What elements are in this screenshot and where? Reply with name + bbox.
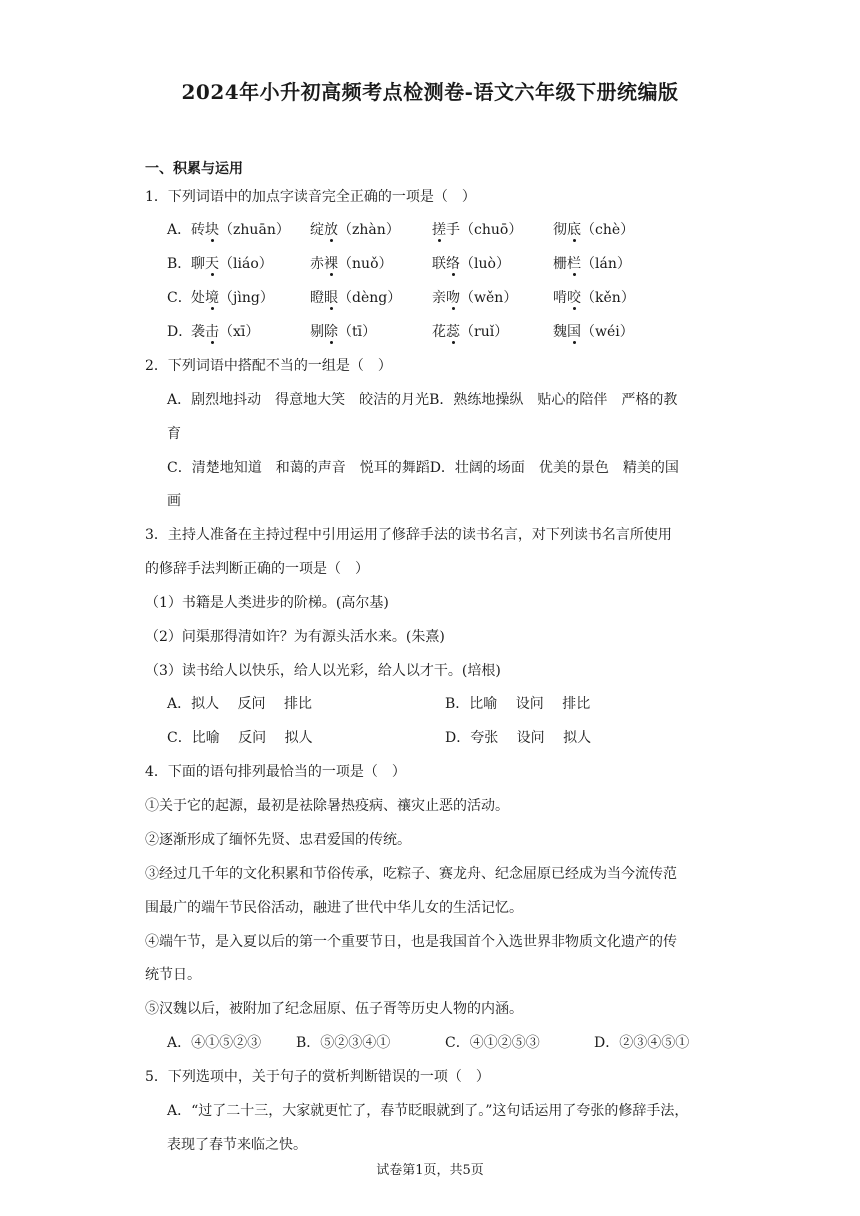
sentence-2: ②逐渐形成了缅怀先贤、忠君爱国的传统。 bbox=[145, 832, 411, 848]
question-2-stem: 2．下列词语中搭配不当的一组是（ ） bbox=[145, 358, 392, 374]
option-letter: D． bbox=[167, 324, 193, 340]
word-pinyin: 联络（luò） bbox=[432, 256, 510, 272]
word-pinyin: 剔除（tī） bbox=[310, 324, 377, 340]
question-5-option-a-cont: 表现了春节来临之快。 bbox=[167, 1137, 307, 1153]
sentence-4: ④端午节，是入夏以后的第一个重要节日，也是我国首个入选世界非物质文化遗产的传 bbox=[145, 934, 677, 950]
question-3-option-b: B．比喻 设问 排比 bbox=[445, 696, 591, 712]
question-4-option-b: B．⑤②③④① bbox=[296, 1035, 391, 1051]
option-letter: A． bbox=[167, 222, 192, 238]
word-pinyin: 绽放（zhàn） bbox=[310, 222, 400, 238]
question-1-stem: 1．下列词语中的加点字读音完全正确的一项是（ ） bbox=[145, 189, 476, 205]
word-pinyin: 瞪眼（dèng） bbox=[310, 290, 402, 306]
question-2-line: 画 bbox=[167, 493, 181, 509]
quote-2: （2）问渠那得清如许？为有源头活水来。(朱熹) bbox=[145, 629, 445, 645]
word-pinyin: 处境（jìng） bbox=[191, 290, 274, 306]
word-pinyin: 搓手（chuō） bbox=[432, 222, 523, 238]
word-pinyin: 聊天（liáo） bbox=[191, 256, 273, 272]
question-4-option-d: D．②③④⑤① bbox=[594, 1035, 690, 1051]
question-4-stem: 4．下面的语句排列最恰当的一项是（ ） bbox=[145, 764, 406, 780]
question-2-line: A．剧烈地抖动 得意地大笑 皎洁的月光B．熟练地操纵 贴心的陪伴 严格的教 bbox=[167, 392, 678, 408]
sentence-3: ③经过几千年的文化积累和节俗传承，吃粽子、赛龙舟、纪念屈原已经成为当今流传范 bbox=[145, 866, 677, 882]
sentence-5: ⑤汉魏以后，被附加了纪念屈原、伍子胥等历史人物的内涵。 bbox=[145, 1001, 523, 1017]
question-2-line: C．清楚地知道 和蔼的声音 悦耳的舞蹈D．壮阔的场面 优美的景色 精美的国 bbox=[167, 460, 679, 476]
question-5-option-a: A．“过了二十三，大家就更忙了，春节眨眼就到了。”这句话运用了夸张的修辞手法， bbox=[167, 1103, 689, 1119]
word-pinyin: 花蕊（ruǐ） bbox=[432, 324, 509, 340]
word-pinyin: 魏国（wéi） bbox=[553, 324, 634, 340]
page-footer: 试卷第1页，共5页 bbox=[376, 1163, 484, 1178]
section-heading: 一、积累与运用 bbox=[145, 161, 243, 177]
word-pinyin: 栅栏（lán） bbox=[553, 256, 631, 272]
question-4-option-a: A．④①⑤②③ bbox=[167, 1035, 262, 1051]
question-3-stem-cont: 的修辞手法判断正确的一项是（ ） bbox=[145, 561, 369, 577]
word-pinyin: 彻底（chè） bbox=[553, 222, 635, 238]
option-letter: C． bbox=[167, 290, 192, 306]
word-pinyin: 袭击（xī） bbox=[191, 324, 260, 340]
question-3-option-c: C．比喻 反问 拟人 bbox=[167, 730, 313, 746]
question-5-stem: 5．下列选项中，关于句子的赏析判断错误的一项（ ） bbox=[145, 1069, 490, 1085]
quote-3: （3）读书给人以快乐，给人以光彩，给人以才干。(培根) bbox=[145, 663, 501, 679]
question-4-option-c: C．④①②⑤③ bbox=[445, 1035, 540, 1051]
sentence-4-cont: 统节日。 bbox=[145, 967, 201, 983]
question-3-option-d: D．夸张 设问 拟人 bbox=[445, 730, 592, 746]
option-letter: B． bbox=[167, 256, 192, 272]
sentence-1: ①关于它的起源，最初是祛除暑热疫病、禳灾止恶的活动。 bbox=[145, 798, 509, 814]
question-2-line: 育 bbox=[167, 426, 181, 442]
word-pinyin: 亲吻（wěn） bbox=[432, 290, 518, 306]
document-title: 2024年小升初高频考点检测卷-语文六年级下册统编版 bbox=[181, 80, 679, 104]
quote-1: （1）书籍是人类进步的阶梯。(高尔基) bbox=[145, 595, 389, 611]
question-3-option-a: A．拟人 反问 排比 bbox=[167, 696, 313, 712]
word-pinyin: 砖块（zhuān） bbox=[191, 222, 290, 238]
word-pinyin: 啃咬（kěn） bbox=[553, 290, 635, 306]
sentence-3-cont: 围最广的端午节民俗活动，融进了世代中华儿女的生活记忆。 bbox=[145, 900, 523, 916]
word-pinyin: 赤裸（nuǒ） bbox=[310, 256, 393, 272]
question-3-stem: 3．主持人准备在主持过程中引用运用了修辞手法的读书名言，对下列读书名言所使用 bbox=[145, 527, 672, 543]
